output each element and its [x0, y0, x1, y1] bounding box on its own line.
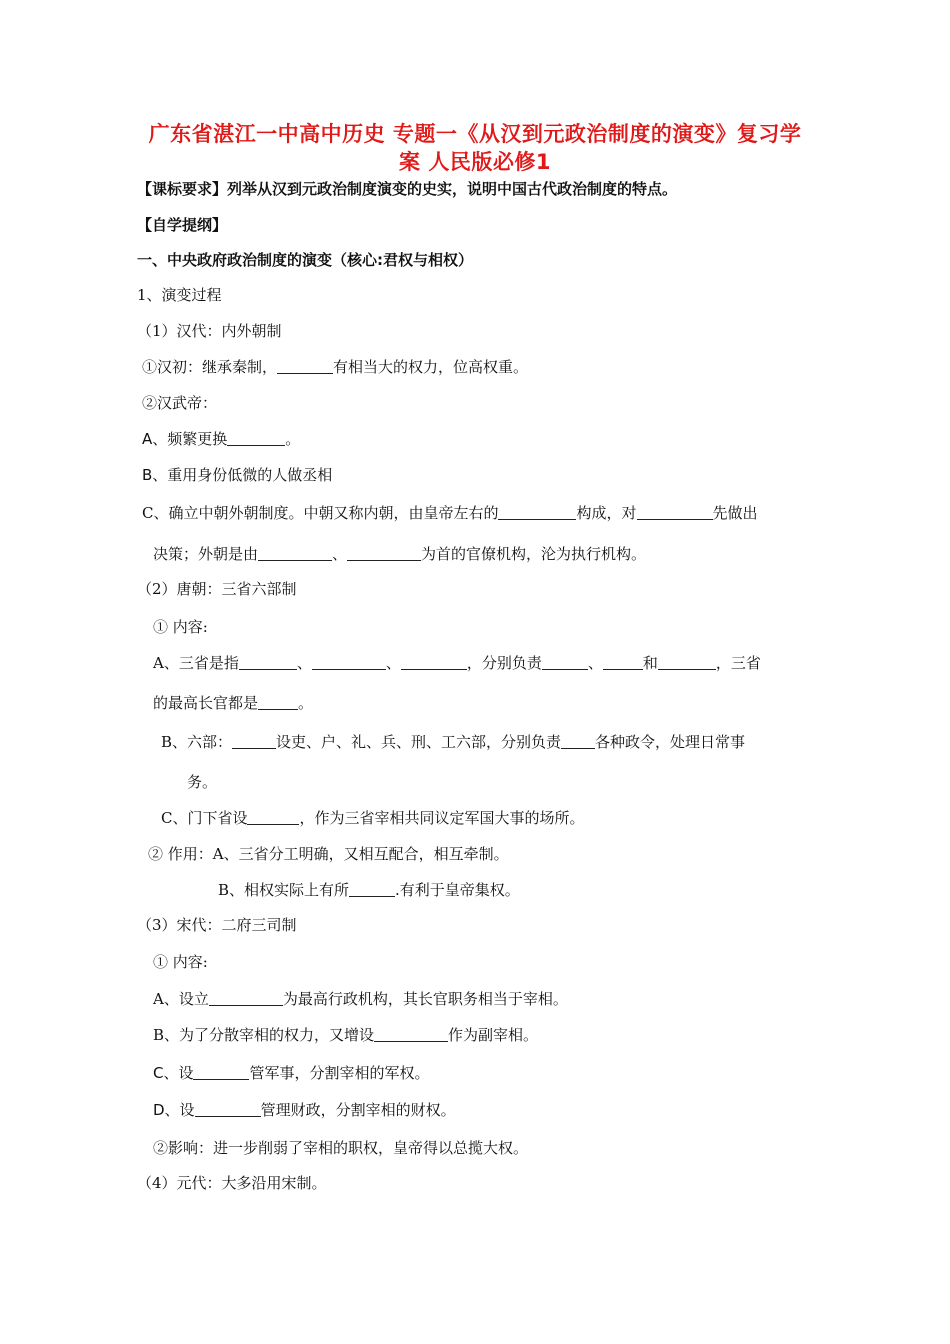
fill-blank[interactable] — [312, 654, 386, 670]
song-content-label: ① 内容: — [153, 953, 208, 971]
han-item-c: C、确立中朝外朝制度。中朝又称内朝，由皇帝左右的 构成，对 先做出 — [142, 504, 758, 522]
fill-blank[interactable] — [247, 809, 299, 825]
fill-blank[interactable] — [637, 504, 713, 520]
fill-blank[interactable] — [193, 1064, 249, 1080]
song-item-a: A、设立 为最高行政机构，其长官职务相当于宰相。 — [153, 990, 568, 1008]
fill-blank[interactable] — [658, 654, 716, 670]
fill-blank[interactable] — [258, 545, 332, 561]
han-heading: （1）汉代：内外朝制 — [137, 322, 282, 340]
fill-blank[interactable] — [239, 654, 297, 670]
han-item-1: ①汉初：继承秦制， 有相当大的权力，位高权重。 — [142, 358, 529, 376]
fill-blank[interactable] — [195, 1101, 261, 1117]
fill-blank[interactable] — [542, 654, 588, 670]
tang-item-b: B、六部： 设吏、户、礼、兵、刑、工六部，分别负责 各种政令，处理日常事 — [161, 733, 746, 751]
han-item-2: ②汉武帝： — [142, 394, 218, 412]
song-heading: （3）宋代：二府三司制 — [137, 916, 297, 934]
fill-blank[interactable] — [227, 430, 285, 446]
tang-content-label: ① 内容: — [153, 618, 208, 636]
subsection-heading: 1、演变过程 — [137, 286, 222, 304]
fill-blank[interactable] — [258, 694, 298, 710]
document-title — [120, 120, 830, 176]
han-item-b: B、重用身份低微的人做丞相 — [142, 466, 333, 484]
section-heading: 一、中央政府政治制度的演变（核心:君权与相权） — [137, 251, 474, 269]
course-standard — [137, 178, 677, 200]
han-item-a: A、频繁更换 。 — [142, 430, 301, 448]
fill-blank[interactable] — [277, 358, 333, 374]
tang-item-b-cont: 务。 — [187, 773, 218, 791]
yuan-heading: （4）元代：大多沿用宋制。 — [137, 1174, 327, 1192]
fill-blank[interactable] — [349, 881, 395, 897]
title-line-1: 广东省湛江一中高中历史 专题一《从汉到元政治制度的演变》复习学 — [148, 122, 802, 146]
self-study-label: 【自学提纲】 — [137, 216, 228, 234]
fill-blank[interactable] — [401, 654, 467, 670]
tang-heading: （2）唐朝：三省六部制 — [137, 580, 297, 598]
song-effect: ②影响：进一步削弱了宰相的职权，皇帝得以总揽大权。 — [153, 1139, 529, 1157]
fill-blank[interactable] — [347, 545, 421, 561]
title-line-2: 案 人民版必修1 — [399, 150, 551, 174]
tang-effect-a: ② 作用：A、三省分工明确，又相互配合，相互牵制。 — [148, 845, 509, 863]
tang-effect-b: B、相权实际上有所 .有利于皇帝集权。 — [218, 881, 520, 899]
song-item-b: B、为了分散宰相的权力，又增设 作为副宰相。 — [153, 1026, 539, 1044]
course-standard-label: 【课标要求】 — [137, 180, 228, 198]
han-item-c-cont: 决策；外朝是由 、 为首的官僚机构，沦为执行机构。 — [153, 545, 647, 563]
fill-blank[interactable] — [498, 504, 576, 520]
tang-item-c: C、门下省设 ，作为三省宰相共同议定军国大事的场所。 — [161, 809, 585, 827]
tang-item-a: A、三省是指 、 、 ，分别负责 、 和 ，三省 — [153, 654, 761, 672]
fill-blank[interactable] — [374, 1026, 448, 1042]
song-item-c: C、设 管军事，分割宰相的军权。 — [153, 1064, 430, 1082]
course-standard-text: 列举从汉到元政治制度演变的史实，说明中国古代政治制度的特点。 — [227, 180, 678, 198]
fill-blank[interactable] — [603, 654, 643, 670]
fill-blank[interactable] — [232, 733, 276, 749]
tang-item-a-cont: 的最高长官都是 。 — [153, 694, 314, 712]
song-item-d: D、设 管理财政，分割宰相的财权。 — [153, 1101, 456, 1119]
fill-blank[interactable] — [561, 733, 595, 749]
fill-blank[interactable] — [209, 990, 283, 1006]
